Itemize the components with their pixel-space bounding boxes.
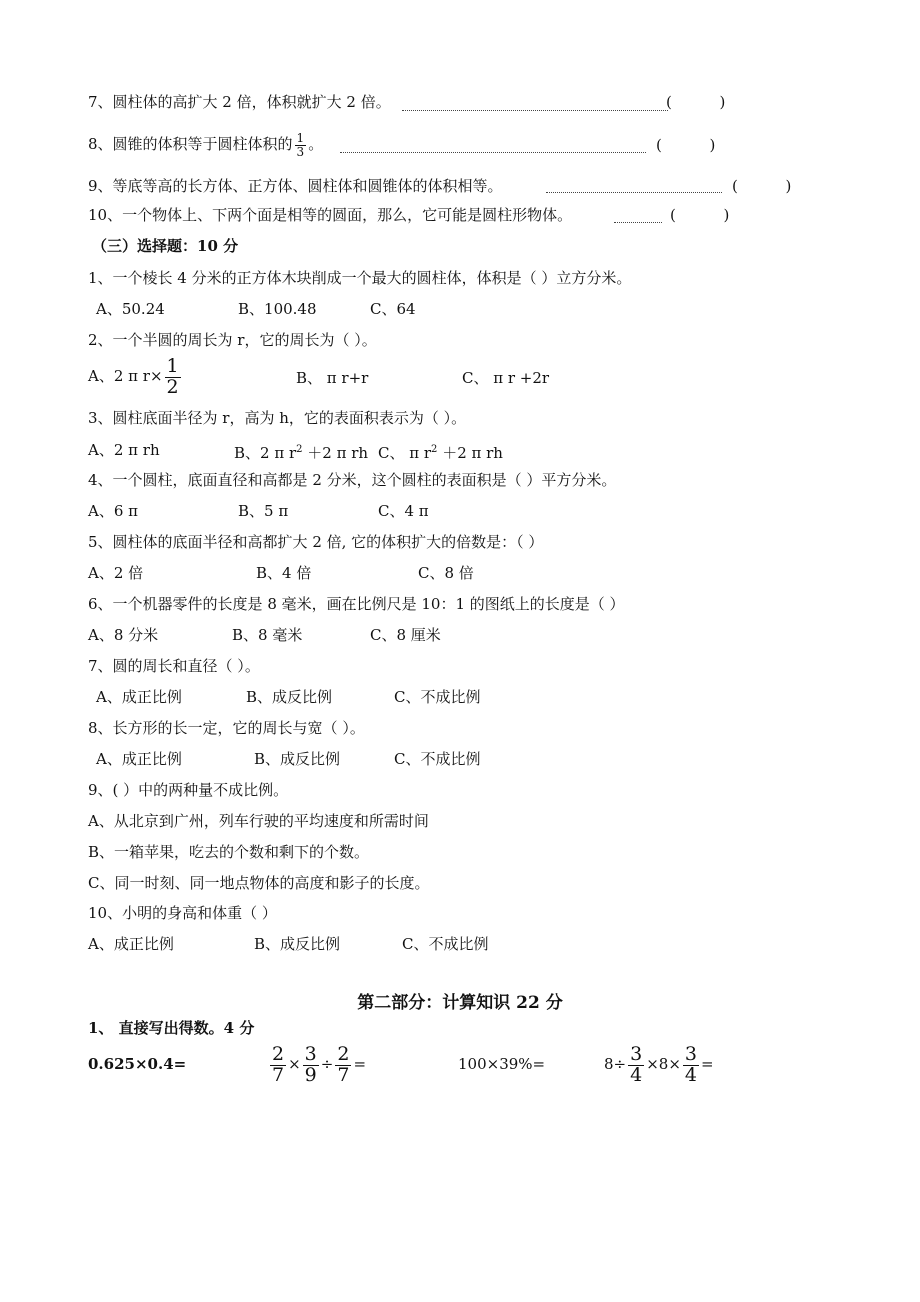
- option-c[interactable]: C、 π $r^2 +2$ π rh: [378, 444, 503, 462]
- fraction: $\frac{3}{4}$: [684, 1042, 697, 1086]
- fraction: $\frac{3}{4}$: [630, 1042, 643, 1086]
- option-c[interactable]: C、 π r +2r: [462, 369, 550, 387]
- option-a[interactable]: A、8 分米: [88, 626, 159, 644]
- mc-question-10: 10、小明的身高和体重（ ）: [88, 904, 277, 922]
- option-a[interactable]: A、从北京到广州，列车行驶的平均速度和所需时间: [88, 812, 429, 830]
- option-a[interactable]: A、2 π r× $\frac{1}{2}$: [88, 354, 179, 398]
- option-c[interactable]: C、同一时刻、同一地点物体的高度和影子的长度。: [88, 874, 430, 892]
- part-title: 第二部分：计算知识 22 分: [357, 993, 563, 1013]
- option-a[interactable]: A、50.24: [96, 300, 165, 318]
- mc-question-5: 5、圆柱体的底面半径和高都扩大 2 倍, 它的体积扩大的倍数是：（ ）: [88, 533, 544, 551]
- calc-expression-3: 100×39%=: [458, 1055, 546, 1073]
- calc-expression-1: 0.625×0.4=: [88, 1055, 187, 1073]
- answer-leader-dots: [546, 192, 722, 193]
- answer-blank[interactable]: ( ): [732, 177, 792, 195]
- fraction: $\frac{2}{7}$: [337, 1042, 350, 1086]
- tf-question-9: [88, 176, 503, 196]
- answer-leader-dots: [340, 152, 646, 153]
- fraction: $\frac{1}{3}$: [296, 130, 305, 159]
- tf-question-10: [88, 205, 572, 225]
- mc-question-6: 6、一个机器零件的长度是 8 毫米，画在比例尺是 10：1 的图纸上的长度是（ ）: [88, 595, 625, 613]
- tf-question-8: 8、圆锥的体积等于圆柱体积的 $\frac{1}{3}$ 。: [88, 130, 324, 159]
- tf-question-10-text: 10、一个物体上、下两个面是相等的圆面，那么，它可能是圆柱形物体。: [88, 206, 573, 224]
- option-b[interactable]: B、一箱苹果，吃去的个数和剩下的个数。: [88, 843, 370, 861]
- option-a[interactable]: A、成正比例: [96, 750, 182, 768]
- fraction: $\frac{1}{2}$: [166, 354, 179, 398]
- answer-leader-dots: [614, 222, 662, 223]
- option-b[interactable]: B、成反比例: [246, 688, 333, 706]
- option-a[interactable]: A、2 倍: [88, 564, 144, 582]
- option-b[interactable]: B、8 毫米: [232, 626, 303, 644]
- option-c[interactable]: C、不成比例: [394, 688, 481, 706]
- option-c[interactable]: C、4 π: [378, 502, 429, 520]
- tf-question-9-text: 9、等底等高的长方体、正方体、圆柱体和圆锥体的体积相等。: [88, 177, 503, 195]
- answer-blank[interactable]: ( ): [656, 136, 716, 154]
- option-a[interactable]: A、成正比例: [96, 688, 182, 706]
- tf-question-8-text: 8、圆锥的体积等于圆柱体积的: [88, 135, 293, 153]
- option-b[interactable]: B、2 π $r^2 +2$ π rh: [234, 444, 369, 462]
- mc-question-3: 3、圆柱底面半径为 r，高为 h，它的表面积表示为（ ）。: [88, 409, 467, 427]
- mc-question-1: 1、一个棱长 4 分米的正方体木块削成一个最大的圆柱体，体积是（ ）立方分米。: [88, 269, 632, 287]
- section-title: （三）选择题：10 分: [92, 237, 239, 255]
- option-b[interactable]: B、 π r+r: [296, 369, 369, 387]
- tf-question-7: [88, 92, 391, 112]
- option-c[interactable]: C、8 厘米: [370, 626, 441, 644]
- option-a[interactable]: A、6 π: [88, 502, 139, 520]
- fraction: $\frac{3}{9}$: [304, 1042, 317, 1086]
- option-c[interactable]: C、不成比例: [394, 750, 481, 768]
- option-c[interactable]: C、8 倍: [418, 564, 474, 582]
- option-b[interactable]: B、成反比例: [254, 935, 341, 953]
- option-b[interactable]: B、5 π: [238, 502, 289, 520]
- option-b[interactable]: B、100.48: [238, 300, 317, 318]
- calc-expression-2: $\frac{2}{7}$ × $\frac{3}{9}$ ÷ $\frac{2}{7}$ =: [272, 1042, 367, 1086]
- mc-question-8: 8、长方形的长一定，它的周长与宽（ ）。: [88, 719, 365, 737]
- option-a[interactable]: A、成正比例: [88, 935, 174, 953]
- calc-expression-4: 8÷ $\frac{3}{4}$ ×8× $\frac{3}{4}$ =: [604, 1042, 714, 1086]
- option-a[interactable]: A、2 π rh: [88, 441, 160, 459]
- option-c[interactable]: C、不成比例: [402, 935, 489, 953]
- mc-question-4: 4、一个圆柱，底面直径和高都是 2 分米，这个圆柱的表面积是（ ）平方分米。: [88, 471, 617, 489]
- mc-question-7: 7、圆的周长和直径（ ）。: [88, 657, 260, 675]
- option-b[interactable]: B、4 倍: [256, 564, 312, 582]
- answer-leader-dots: [402, 110, 668, 111]
- option-b[interactable]: B、成反比例: [254, 750, 341, 768]
- tf-question-7-text: 7、圆柱体的高扩大 2 倍，体积就扩大 2 倍。: [88, 93, 391, 111]
- mc-question-2: 2、一个半圆的周长为 r，它的周长为（ ）。: [88, 331, 377, 349]
- answer-blank[interactable]: ( ): [666, 93, 726, 111]
- fraction: $\frac{2}{7}$: [272, 1042, 285, 1086]
- calc-question-1-title: 1、 直接写出得数。4 分: [88, 1019, 255, 1037]
- answer-blank[interactable]: ( ): [670, 206, 730, 224]
- mc-question-9: 9、( ）中的两种量不成比例。: [88, 781, 289, 799]
- option-c[interactable]: C、64: [370, 300, 416, 318]
